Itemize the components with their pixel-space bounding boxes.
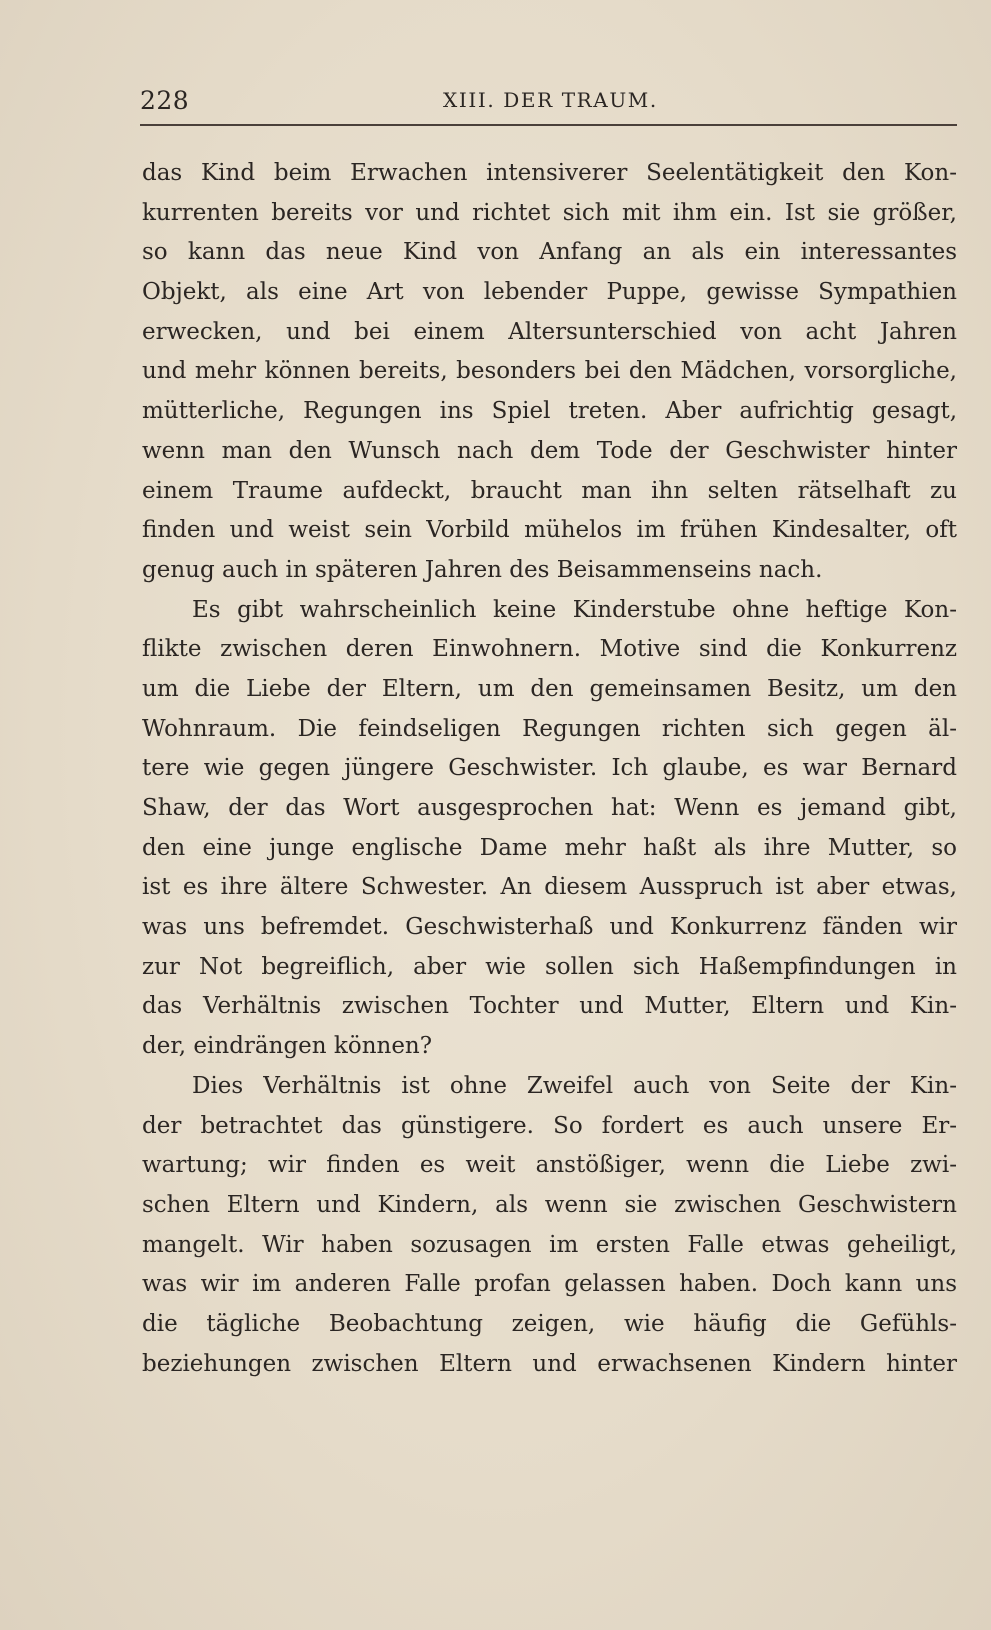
text-line: Shaw, der das Wort ausgesprochen hat: Wenn es jemand gibt, (142, 795, 957, 821)
text-line: finden und weist sein Vorbild mühelos im frühen Kindesalter, oft (142, 517, 957, 544)
text-line: der betrachtet das günstigere. So fordert es auch unsere Er- (142, 1112, 957, 1139)
chapter-title: XIII. DER TRAUM. (443, 88, 658, 112)
text-line: so kann das neue Kind von Anfang an als ein interessantes (142, 239, 957, 266)
text-line: die tägliche Beobachtung zeigen, wie häufig die Gefühls- (142, 1310, 957, 1337)
text-line: was uns befremdet. Geschwisterhaß und Konkurrenz fänden wir (142, 914, 957, 941)
body-text (142, 154, 957, 1384)
header-rule (140, 124, 957, 126)
text-line: zur Not begreiflich, aber wie sollen sich Haßempfindungen in (142, 953, 957, 980)
text-line: Wohnraum. Die feindseligen Regungen richten sich gegen äl- (142, 715, 957, 742)
text-line: das Kind beim Erwachen intensiverer Seelentätigkeit den Kon- (142, 160, 957, 186)
text-line: was wir im anderen Falle profan gelassen haben. Doch kann uns (142, 1271, 957, 1298)
text-line: mütterliche, Regungen ins Spiel treten. Aber aufrichtig gesagt, (142, 398, 957, 425)
text-line: beziehungen zwischen Eltern und erwachsenen Kindern hinter (142, 1350, 957, 1377)
text-line: der, eindrängen können? (142, 1033, 433, 1060)
text-line: ist es ihre ältere Schwester. An diesem Ausspruch ist aber etwas, (142, 874, 957, 901)
text-line: und mehr können bereits, besonders bei den Mädchen, vorsorgliche, (142, 358, 957, 385)
text-line: um die Liebe der Eltern, um den gemeinsamen Besitz, um den (142, 675, 957, 702)
paragraph-first-line: Es gibt wahrscheinlich keine Kinderstube ohne heftige Kon- (192, 596, 957, 623)
text-line: tere wie gegen jüngere Geschwister. Ich glaube, es war Bernard (142, 755, 957, 782)
page-number: 228 (140, 86, 190, 115)
text-line: erwecken, und bei einem Altersunterschied von acht Jahren (142, 318, 957, 345)
paragraph-first-line: Dies Verhältnis ist ohne Zweifel auch von Seite der Kin- (192, 1072, 957, 1099)
text-line: Objekt, als eine Art von lebender Puppe, gewisse Sympathien (142, 279, 957, 306)
running-head (140, 86, 957, 126)
text-line: kurrenten bereits vor und richtet sich mit ihm ein. Ist sie größer, (142, 199, 957, 226)
text-line: das Verhältnis zwischen Tochter und Mutter, Eltern und Kin- (142, 993, 957, 1020)
text-line: wartung; wir finden es weit anstößiger, wenn die Liebe zwi- (142, 1152, 957, 1179)
text-line: den eine junge englische Dame mehr haßt als ihre Mutter, so (142, 834, 957, 861)
text-line: einem Traume aufdeckt, braucht man ihn selten rätselhaft zu (142, 477, 957, 504)
text-line: schen Eltern und Kindern, als wenn sie zwischen Geschwistern (142, 1191, 957, 1218)
text-line: wenn man den Wunsch nach dem Tode der Geschwister hinter (142, 437, 957, 464)
text-line: flikte zwischen deren Einwohnern. Motive sind die Konkurrenz (142, 636, 957, 663)
text-line: genug auch in späteren Jahren des Beisammenseins nach. (142, 556, 823, 583)
text-line: mangelt. Wir haben sozusagen im ersten Falle etwas geheiligt, (142, 1231, 957, 1258)
